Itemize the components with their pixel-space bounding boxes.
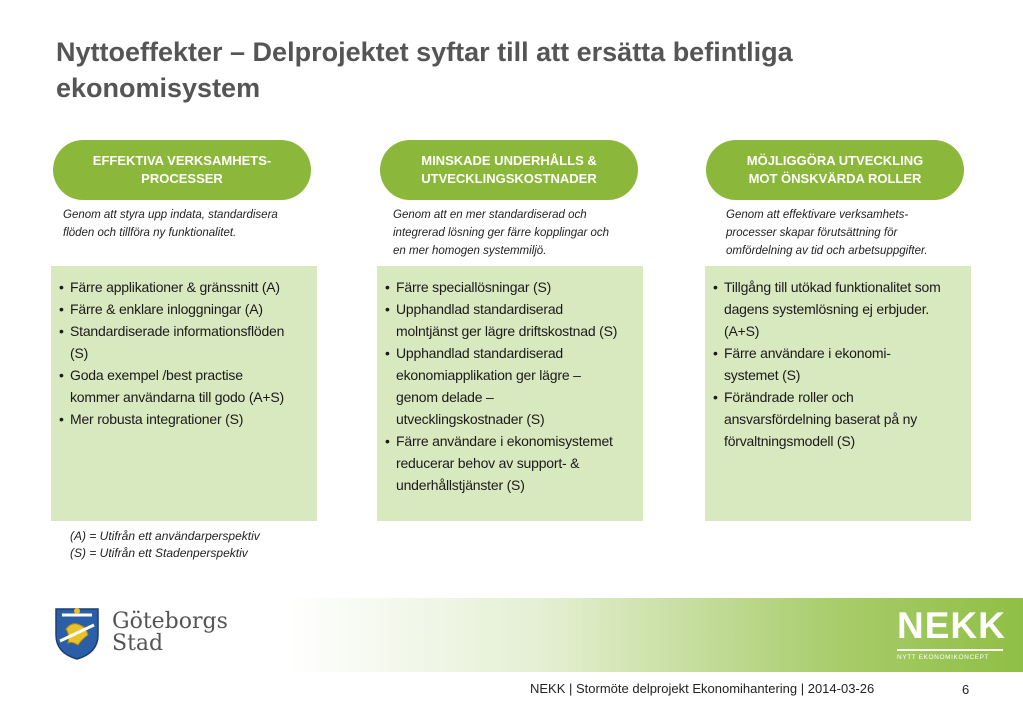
bullet-item: • Tillgång till utökad funktionalitet som dagens systemlösning ej erbjuder. (A+S) <box>713 279 941 339</box>
description-line: flöden och tillföra ny funktionalitet. <box>63 227 237 239</box>
description-1 <box>63 206 323 242</box>
heading-pill-2 <box>380 140 638 200</box>
description-line: processer skapar förutsättning för <box>726 227 898 239</box>
description-line: en mer homogen systemmiljö. <box>393 245 547 257</box>
legend <box>70 528 260 562</box>
description-line: Genom att effektivare verksamhets- <box>726 209 909 221</box>
legend-line: (S) = Utifrån ett Stadenperspektiv <box>70 546 248 560</box>
heading-line: MÖJLIGGÖRA UTVECKLING <box>746 153 924 168</box>
bullet-item: • Färre applikationer & gränssnitt (A) <box>59 279 280 295</box>
page-title: Nyttoeffekter – Delprojektet syftar till att ersätta befintliga ekonomisystem <box>56 37 793 103</box>
footer-text: NEKK | Stormöte delprojekt Ekonomihantering | 2014-03-26 <box>530 681 875 696</box>
goteborgs-stad-logo <box>52 605 228 661</box>
heading-line: MOT ÖNSKVÄRDA ROLLER <box>748 171 922 186</box>
bullet-item: • Upphandlad standardiserad molntjänst ger lägre driftskostnad (S) <box>385 301 618 339</box>
benefit-box-3 <box>705 266 971 521</box>
heading-line: MINSKADE UNDERHÅLLS & <box>421 153 597 168</box>
city-name-line1: Göteborgs <box>112 609 228 634</box>
nekk-logo-text: NEKK <box>897 605 1006 646</box>
nekk-logo <box>897 606 1006 661</box>
bullet-item: • Färre speciallösningar (S) <box>385 279 552 295</box>
benefit-box-2 <box>377 266 643 521</box>
description-line: integrerad lösning ger färre kopplingar och <box>393 227 610 239</box>
bullet-item: • Färre användare i ekonomisystemet reducerar behov av support- & underhållstjänster (S) <box>385 433 613 493</box>
page-number: 6 <box>962 682 970 697</box>
heading-pill-3 <box>706 140 964 200</box>
legend-line: (A) = Utifrån ett användarperspektiv <box>70 529 260 543</box>
description-3 <box>726 206 986 260</box>
description-line: Genom att en mer standardiserad och <box>393 209 587 221</box>
nekk-logo-rule <box>897 649 1003 651</box>
bullet-item: • Mer robusta integrationer (S) <box>59 411 244 427</box>
city-name-line2: Stad <box>112 631 164 656</box>
heading-pill-1 <box>53 140 311 200</box>
description-2 <box>393 206 653 260</box>
benefit-box-1 <box>51 266 317 521</box>
description-line: omfördelning av tid och arbetsuppgifter. <box>726 245 928 257</box>
description-line: Genom att styra upp indata, standardisera <box>63 209 278 221</box>
nekk-logo-tagline: NYTT EKONOMIKONCEPT <box>897 654 990 661</box>
heading-line: EFFEKTIVA VERKSAMHETS- <box>92 153 272 168</box>
bullet-item: • Upphandlad standardiserad ekonomiapplikation ger lägre – genom delade – utvecklingskostnader (S) <box>385 345 581 427</box>
heading-line: PROCESSER <box>141 171 223 186</box>
bullet-item: • Förändrade roller och ansvarsfördelning baserat på ny förvaltningsmodell (S) <box>713 389 918 449</box>
bullet-item: • Goda exempel /best practise kommer användarna till godo (A+S) <box>59 367 285 405</box>
bullet-item: • Färre användare i ekonomi- systemet (S) <box>713 345 891 383</box>
heading-line: UTVECKLINGSKOSTNADER <box>421 171 597 186</box>
bullet-item: • Standardiserade informationsflöden (S) <box>59 323 285 361</box>
bullet-item: • Färre & enklare inloggningar (A) <box>59 301 263 317</box>
city-crest-icon <box>52 605 102 661</box>
